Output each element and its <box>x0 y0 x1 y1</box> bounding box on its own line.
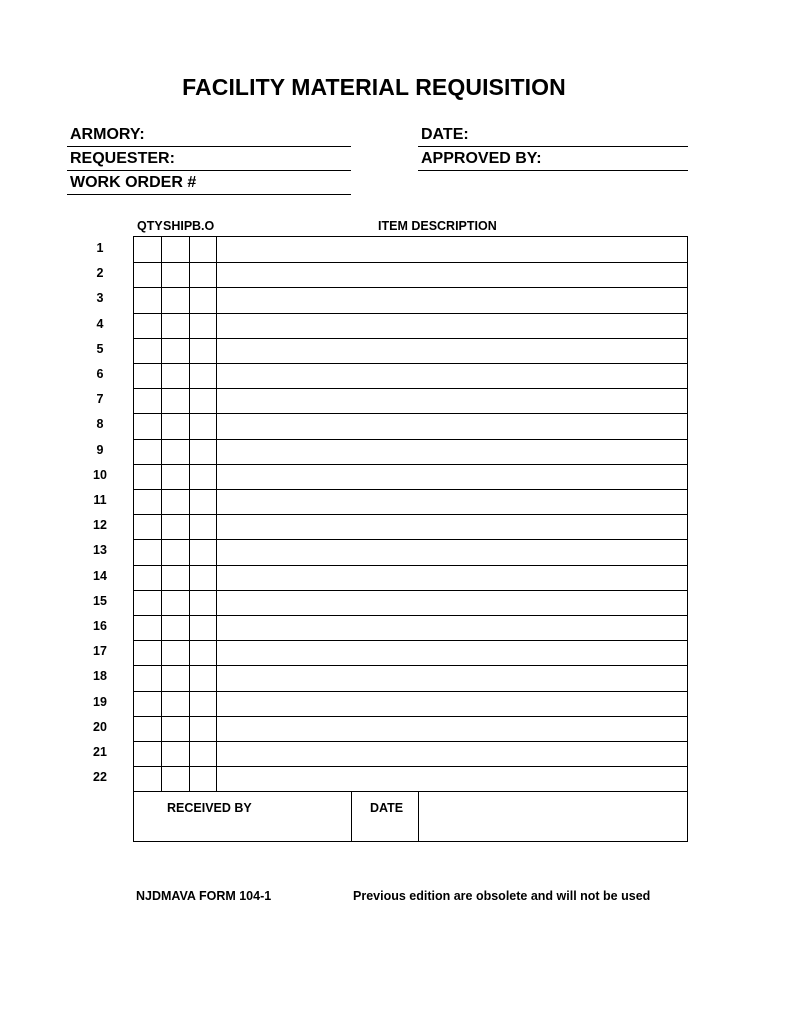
row-number: 6 <box>96 367 104 381</box>
row-number: 1 <box>96 241 104 255</box>
row-number: 7 <box>96 392 104 407</box>
column-divider <box>161 237 162 791</box>
row-number: 21 <box>93 745 107 759</box>
row-number: 20 <box>93 719 107 734</box>
item-description-header: ITEM DESCRIPTION <box>378 219 497 233</box>
qty-column-header: QTY <box>137 219 163 233</box>
row-number: 15 <box>93 593 107 608</box>
ship-column-header: SHIP <box>163 219 193 233</box>
row-number: 11 <box>93 493 107 507</box>
row-number: 9 <box>96 442 104 457</box>
requester-label: REQUESTER: <box>70 150 175 167</box>
received-by-label: RECEIVED BY <box>167 801 252 815</box>
armory-field[interactable] <box>67 124 351 147</box>
approved-by-field[interactable] <box>418 148 688 171</box>
row-number: 12 <box>93 518 107 533</box>
row-number: 10 <box>93 467 107 482</box>
received-section-divider-vertical <box>418 791 419 841</box>
requester-field[interactable] <box>67 148 351 171</box>
row-number: 19 <box>93 694 107 709</box>
received-date-label: DATE <box>370 801 404 815</box>
row-number: 16 <box>93 619 107 633</box>
received-section-divider <box>134 791 687 792</box>
row-number: 2 <box>96 266 104 281</box>
page-title: FACILITY MATERIAL REQUISITION <box>182 74 566 100</box>
row-number: 18 <box>93 669 107 684</box>
row-number: 8 <box>96 417 104 432</box>
work-order-field[interactable] <box>67 172 351 195</box>
requisition-table <box>133 236 688 842</box>
row-number: 22 <box>93 770 107 785</box>
column-divider <box>189 237 190 791</box>
armory-label: ARMORY: <box>70 126 145 143</box>
row-number: 5 <box>96 341 104 356</box>
work-order-label: WORK ORDER # <box>70 174 197 191</box>
received-section-divider-vertical <box>351 791 352 841</box>
obsolete-notice: Previous edition are obsolete and will not be used <box>353 889 651 903</box>
column-divider <box>216 237 217 791</box>
bo-column-header: B.O <box>192 219 215 233</box>
form-number: NJDMAVA FORM 104-1 <box>136 889 272 903</box>
date-field[interactable] <box>418 124 688 147</box>
row-number: 4 <box>96 316 104 331</box>
row-number: 3 <box>96 291 104 306</box>
row-number: 17 <box>93 644 107 659</box>
approved-by-label: APPROVED BY: <box>421 150 542 167</box>
row-number: 13 <box>93 543 107 558</box>
date-label: DATE: <box>421 126 469 143</box>
row-number: 14 <box>93 568 107 583</box>
